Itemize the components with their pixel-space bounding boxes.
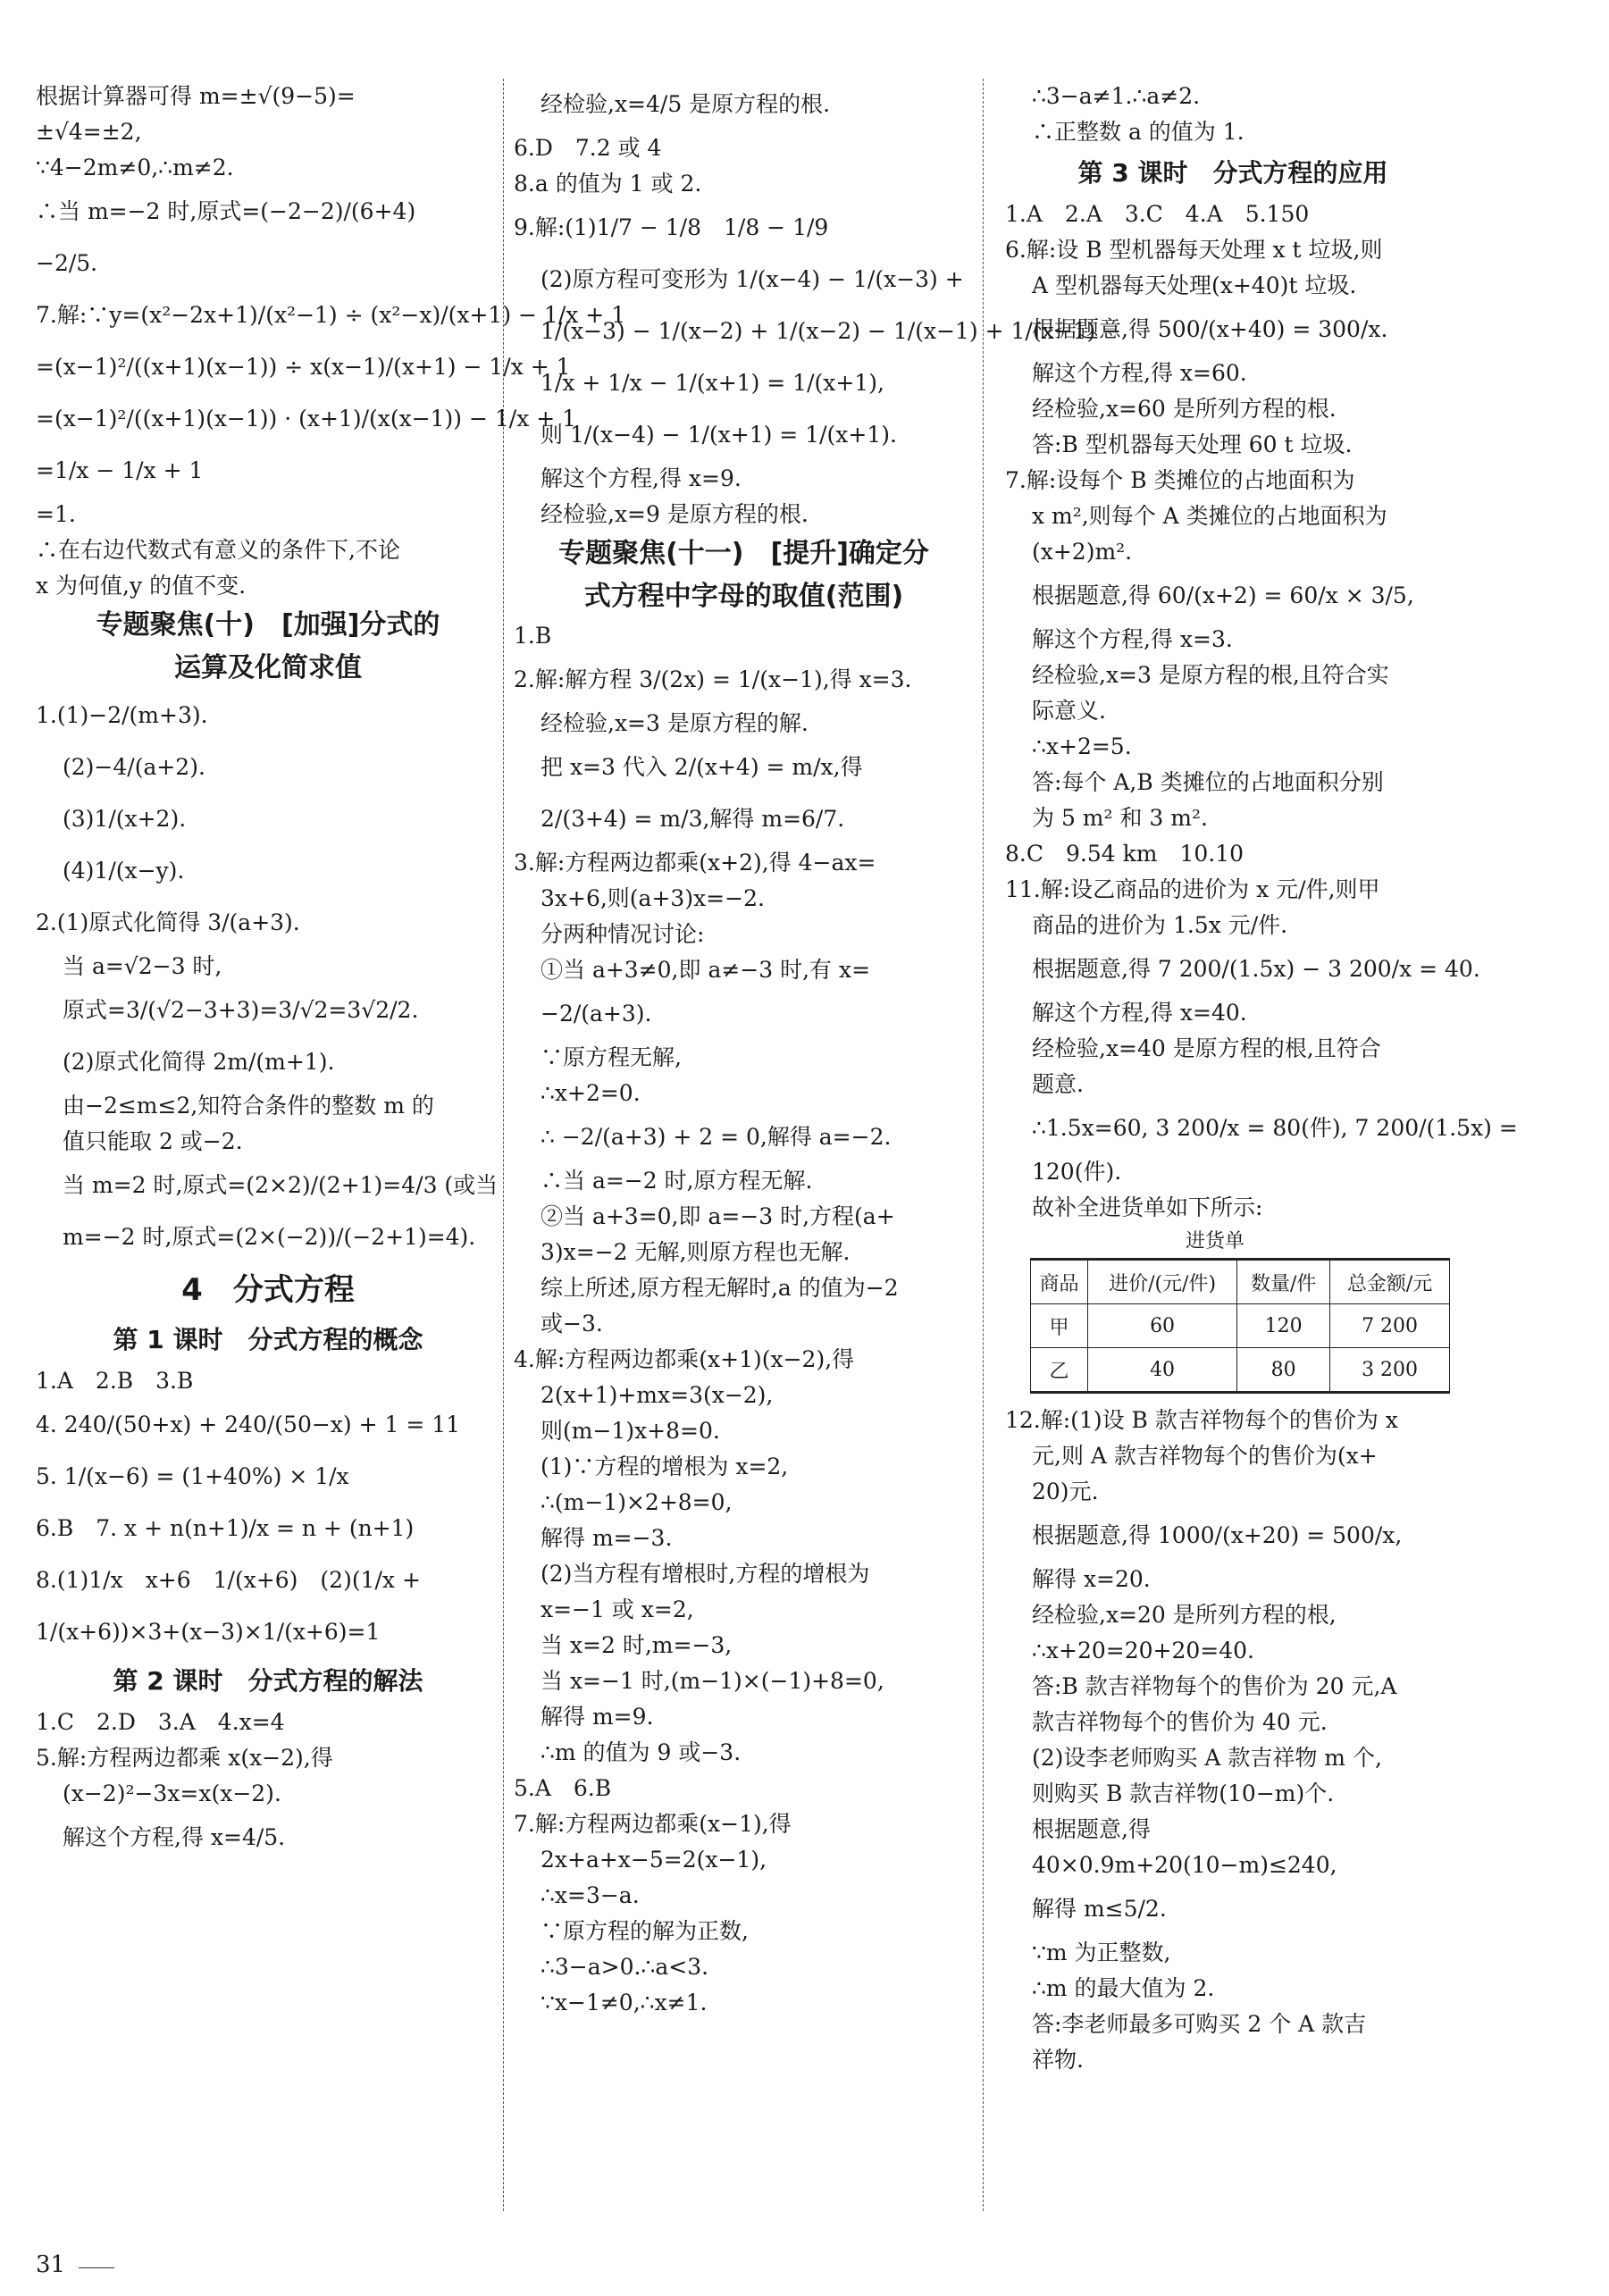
- answer-line: =1/x − 1/x + 1: [36, 457, 204, 483]
- answer-line: 2(x+1)+mx=3(x−2),: [541, 1382, 774, 1408]
- answer-line: ∴x+20=20+20=40.: [1032, 1638, 1254, 1663]
- answer-line: ∴3−a≠1.∴a≠2.: [1032, 83, 1201, 109]
- answer-line: (2)原方程可变形为 1/(x−4) − 1/(x−3) +: [541, 266, 964, 292]
- answer-line: 款吉祥物每个的售价为 40 元.: [1032, 1709, 1328, 1735]
- answer-line: ±√4=±2,: [36, 119, 142, 145]
- answer-line: 6.解:设 B 型机器每天处理 x t 垃圾,则: [1005, 237, 1383, 263]
- answer-line: =(x−1)²/((x+1)(x−1)) · (x+1)/(x(x−1)) − 1/x + 1: [36, 406, 577, 432]
- column-divider-2: [983, 79, 984, 2211]
- answer-line: 当 x=2 时,m=−3,: [541, 1632, 733, 1658]
- answer-line: 1.A 2.B 3.B: [36, 1368, 194, 1394]
- answer-line: (2)当方程有增根时,方程的增根为: [541, 1561, 870, 1587]
- answer-line: 则 1/(x−4) − 1/(x+1) = 1/(x+1).: [541, 422, 897, 448]
- answer-line: ∵原方程无解,: [541, 1044, 682, 1070]
- answer-line: (4)1/(x−y).: [63, 858, 185, 884]
- answer-line: 经检验,x=9 是原方程的根.: [541, 501, 809, 527]
- answer-line: 6.B 7. x + n(n+1)/x = n + (n+1): [36, 1515, 415, 1541]
- answer-line: 8.a 的值为 1 或 2.: [514, 171, 702, 197]
- answer-line: ②当 a+3=0,即 a=−3 时,方程(a+: [541, 1203, 895, 1229]
- answer-line: 原式=3/(√2−3+3)=3/√2=3√2/2.: [63, 997, 419, 1023]
- answer-line: 故补全进货单如下所示:: [1032, 1194, 1263, 1220]
- answer-line: 5.解:方程两边都乘 x(x−2),得: [36, 1745, 333, 1771]
- table-cell: 3 200: [1330, 1348, 1450, 1393]
- answer-line: 答:李老师最多可购买 2 个 A 款吉: [1032, 2011, 1367, 2037]
- answer-line: 经检验,x=4/5 是原方程的根.: [541, 91, 831, 117]
- answer-line: 2.(1)原式化简得 3/(a+3).: [36, 909, 300, 935]
- answer-line: 9.解:(1)1/7 − 1/8 1/8 − 1/9: [514, 214, 829, 240]
- answer-line: 解得 m=−3.: [541, 1525, 673, 1551]
- answer-line: ∴在右边代数式有意义的条件下,不论: [36, 537, 400, 563]
- answer-line: 根据题意,得 1000/(x+20) = 500/x,: [1032, 1522, 1403, 1548]
- answer-line: 经检验,x=3 是原方程的解.: [541, 710, 809, 736]
- answer-line: 4. 240/(50+x) + 240/(50−x) + 1 = 11: [36, 1412, 461, 1437]
- answer-line: 根据题意,得 500/(x+40) = 300/x.: [1032, 316, 1388, 342]
- answer-line: m=−2 时,原式=(2×(−2))/(−2+1)=4).: [63, 1224, 476, 1250]
- answer-line: 由−2≤m≤2,知符合条件的整数 m 的: [63, 1093, 434, 1119]
- section-heading: 第 2 课时 分式方程的解法: [113, 1666, 423, 1696]
- answer-line: 答:每个 A,B 类摊位的占地面积分别: [1032, 769, 1384, 795]
- answer-line: (x+2)m².: [1032, 539, 1133, 565]
- answer-line: 祥物.: [1032, 2047, 1084, 2073]
- answer-line: 分两种情况讨论:: [541, 921, 705, 947]
- answer-line: 7.解:设每个 B 类摊位的占地面积为: [1005, 467, 1355, 493]
- table-caption: 进货单: [1185, 1230, 1244, 1253]
- answer-line: ∵4−2m≠0,∴m≠2.: [36, 155, 234, 180]
- section-heading: 式方程中字母的取值(范围): [583, 581, 904, 612]
- section-heading: 第 1 课时 分式方程的概念: [113, 1325, 423, 1354]
- answer-line: 为 5 m² 和 3 m².: [1032, 805, 1208, 831]
- answer-line: 当 x=−1 时,(m−1)×(−1)+8=0,: [541, 1668, 884, 1694]
- answer-line: 2.解:解方程 3/(2x) = 1/(x−1),得 x=3.: [514, 666, 912, 692]
- answer-line: 8.(1)1/x x+6 1/(x+6) (2)(1/x +: [36, 1567, 421, 1593]
- answer-line: 1.B: [514, 623, 552, 649]
- answer-line: 1.(1)−2/(m+3).: [36, 702, 208, 728]
- table-row: [1031, 1348, 1450, 1393]
- section-heading: 第 3 课时 分式方程的应用: [1077, 158, 1388, 188]
- answer-line: 12.解:(1)设 B 款吉祥物每个的售价为 x: [1005, 1407, 1398, 1433]
- answer-line: x 为何值,y 的值不变.: [36, 573, 247, 599]
- answer-line: 根据题意,得 60/(x+2) = 60/x × 3/5,: [1032, 582, 1414, 608]
- answer-line: 根据题意,得 7 200/(1.5x) − 3 200/x = 40.: [1032, 956, 1480, 982]
- answer-line: 7.解:方程两边都乘(x−1),得: [514, 1811, 792, 1837]
- answer-line: 值只能取 2 或−2.: [63, 1128, 243, 1154]
- answer-line: ∴正整数 a 的值为 1.: [1032, 119, 1244, 145]
- answer-line: 综上所述,原方程无解时,a 的值为−2: [541, 1275, 899, 1301]
- answer-line: 解这个方程,得 x=9.: [541, 465, 742, 491]
- column-right-bottom: [1005, 1403, 1461, 2078]
- answer-line: −2/5.: [36, 250, 98, 276]
- answer-line: ①当 a+3≠0,即 a≠−3 时,有 x=: [541, 957, 871, 983]
- section-heading: 运算及化简求值: [174, 652, 362, 683]
- answer-line: 答:B 款吉祥物每个的售价为 20 元,A: [1032, 1673, 1397, 1699]
- answer-line: ∴m 的值为 9 或−3.: [541, 1739, 742, 1765]
- table-cell: 7 200: [1330, 1304, 1450, 1348]
- answer-line: 商品的进价为 1.5x 元/件.: [1032, 912, 1288, 938]
- answer-line: A 型机器每天处理(x+40)t 垃圾.: [1032, 272, 1357, 298]
- column-right: [1005, 79, 1518, 2078]
- table-cell: 乙: [1031, 1348, 1088, 1393]
- answer-line: 经检验,x=20 是所列方程的根,: [1032, 1602, 1337, 1628]
- answer-line: x=−1 或 x=2,: [541, 1596, 694, 1622]
- answer-line: x m²,则每个 A 类摊位的占地面积为: [1032, 503, 1387, 529]
- answer-line: 120(件).: [1032, 1159, 1122, 1185]
- answer-line: 1.A 2.A 3.C 4.A 5.150: [1005, 201, 1310, 227]
- answer-line: 6.D 7.2 或 4: [514, 135, 662, 161]
- answer-line: 把 x=3 代入 2/(x+4) = m/x,得: [541, 754, 863, 780]
- answer-line: 3.解:方程两边都乘(x+2),得 4−ax=: [514, 850, 876, 876]
- section-heading: 专题聚焦(十一) [提升]确定分: [558, 538, 929, 569]
- table-header: 商品: [1031, 1260, 1088, 1304]
- answer-line: 经检验,x=60 是所列方程的根.: [1032, 396, 1337, 422]
- answer-line: 1.C 2.D 3.A 4.x=4: [36, 1709, 285, 1735]
- answer-line: ∴x=3−a.: [541, 1882, 640, 1908]
- answer-line: 或−3.: [541, 1311, 603, 1337]
- answer-line: 解这个方程,得 x=3.: [1032, 626, 1233, 652]
- table-header: 进价/(元/件): [1087, 1260, 1236, 1304]
- answer-line: ∴当 a=−2 时,原方程无解.: [541, 1168, 813, 1194]
- page-number: 31: [36, 2251, 66, 2278]
- answer-line: 5.A 6.B: [514, 1775, 612, 1801]
- answer-line: ∴3−a>0.∴a<3.: [541, 1954, 709, 1980]
- answer-line: (x−2)²−3x=x(x−2).: [63, 1781, 281, 1806]
- answer-line: 20)元.: [1032, 1479, 1099, 1504]
- answer-line: 经检验,x=40 是原方程的根,且符合: [1032, 1035, 1381, 1061]
- answer-line: (2)−4/(a+2).: [63, 754, 205, 780]
- answer-line: 根据计算器可得 m=±√(9−5)=: [36, 83, 356, 109]
- answer-line: 5. 1/(x−6) = (1+40%) × 1/x: [36, 1463, 349, 1489]
- answer-line: 际意义.: [1032, 698, 1106, 724]
- answer-line: 解得 m=9.: [541, 1704, 654, 1730]
- section-heading: 4 分式方程: [181, 1272, 355, 1308]
- answer-line: 经检验,x=3 是原方程的根,且符合实: [1032, 662, 1389, 688]
- table-cell: 40: [1087, 1348, 1236, 1393]
- answer-line: 解得 x=20.: [1032, 1566, 1151, 1592]
- table-cell: 甲: [1031, 1304, 1088, 1348]
- section-heading: 专题聚焦(十) [加强]分式的: [96, 609, 440, 641]
- answer-line: 1/(x+6))×3+(x−3)×1/(x+6)=1: [36, 1619, 381, 1645]
- answer-line: ∴ −2/(a+3) + 2 = 0,解得 a=−2.: [541, 1124, 892, 1150]
- answer-line: 题意.: [1032, 1071, 1084, 1097]
- answer-line: 2x+a+x−5=2(x−1),: [541, 1847, 767, 1873]
- answer-line: ∴x+2=5.: [1032, 733, 1132, 759]
- table-row: [1031, 1304, 1450, 1348]
- answer-line: 则购买 B 款吉祥物(10−m)个.: [1032, 1781, 1335, 1806]
- table-header: 总金额/元: [1330, 1260, 1450, 1304]
- answer-line: 8.C 9.54 km 10.10: [1005, 841, 1244, 867]
- purchase-order-table: [1030, 1258, 1450, 1394]
- answer-line: 根据题意,得: [1032, 1816, 1151, 1842]
- answer-line: −2/(a+3).: [541, 1001, 652, 1026]
- answer-line: 2/(3+4) = m/3,解得 m=6/7.: [541, 806, 845, 832]
- answer-line: ∵m 为正整数,: [1032, 1940, 1171, 1965]
- answer-line: ∴x+2=0.: [541, 1080, 641, 1106]
- answer-line: ∴m 的最大值为 2.: [1032, 1975, 1215, 2001]
- table-header-row: [1031, 1260, 1450, 1304]
- answer-line: 解这个方程,得 x=4/5.: [63, 1824, 286, 1850]
- answer-line: 11.解:设乙商品的进价为 x 元/件,则甲: [1005, 876, 1380, 902]
- answer-line: (2)设李老师购买 A 款吉祥物 m 个,: [1032, 1745, 1382, 1771]
- answer-line: 7.解:∵y=(x²−2x+1)/(x²−1) ÷ (x²−x)/(x+1) − 1/x + 1: [36, 302, 626, 328]
- table-cell: 60: [1087, 1304, 1236, 1348]
- answer-line: 1/(x−3) − 1/(x−2) + 1/(x−2) − 1/(x−1) + 1/(x−1) −: [541, 318, 1122, 344]
- answer-line: ∵原方程的解为正数,: [541, 1918, 749, 1944]
- answer-line: 4.解:方程两边都乘(x+1)(x−2),得: [514, 1346, 855, 1372]
- answer-line: 解得 m≤5/2.: [1032, 1896, 1167, 1922]
- table-cell: 120: [1237, 1304, 1330, 1348]
- answer-line: 当 a=√2−3 时,: [63, 953, 222, 979]
- answer-line: =(x−1)²/((x+1)(x−1)) ÷ x(x−1)/(x+1) − 1/x + 1: [36, 354, 571, 380]
- answer-line: (3)1/(x+2).: [63, 806, 187, 832]
- answer-line: 当 m=2 时,原式=(2×2)/(2+1)=4/3 (或当: [63, 1172, 499, 1198]
- footer-rule: [79, 2267, 114, 2268]
- answer-line: 答:B 型机器每天处理 60 t 垃圾.: [1032, 432, 1353, 457]
- answer-line: ∴当 m=−2 时,原式=(−2−2)/(6+4): [36, 198, 416, 224]
- answer-line: (1)∵方程的增根为 x=2,: [541, 1454, 789, 1479]
- column-right-top: [1005, 79, 1518, 1226]
- answer-line: ∴(m−1)×2+8=0,: [541, 1489, 733, 1515]
- answer-line: 元,则 A 款吉祥物每个的售价为(x+: [1032, 1443, 1378, 1469]
- column-divider-1: [503, 79, 504, 2211]
- answer-line: ∴1.5x=60, 3 200/x = 80(件), 7 200/(1.5x) =: [1032, 1115, 1518, 1141]
- answer-line: 则(m−1)x+8=0.: [541, 1418, 720, 1444]
- answer-line: 3x+6,则(a+3)x=−2.: [541, 885, 765, 911]
- table-cell: 80: [1237, 1348, 1330, 1393]
- answer-line: (2)原式化简得 2m/(m+1).: [63, 1049, 335, 1075]
- answer-line: 1/x + 1/x − 1/(x+1) = 1/(x+1),: [541, 370, 884, 396]
- answer-line: 解这个方程,得 x=40.: [1032, 1000, 1247, 1026]
- answer-line: ∵x−1≠0,∴x≠1.: [541, 1990, 708, 2015]
- answer-line: =1.: [36, 501, 76, 527]
- answer-line: 解这个方程,得 x=60.: [1032, 360, 1247, 386]
- answer-line: 40×0.9m+20(10−m)≤240,: [1032, 1852, 1337, 1878]
- answer-line: 3)x=−2 无解,则原方程也无解.: [541, 1239, 851, 1265]
- table-header: 数量/件: [1237, 1260, 1330, 1304]
